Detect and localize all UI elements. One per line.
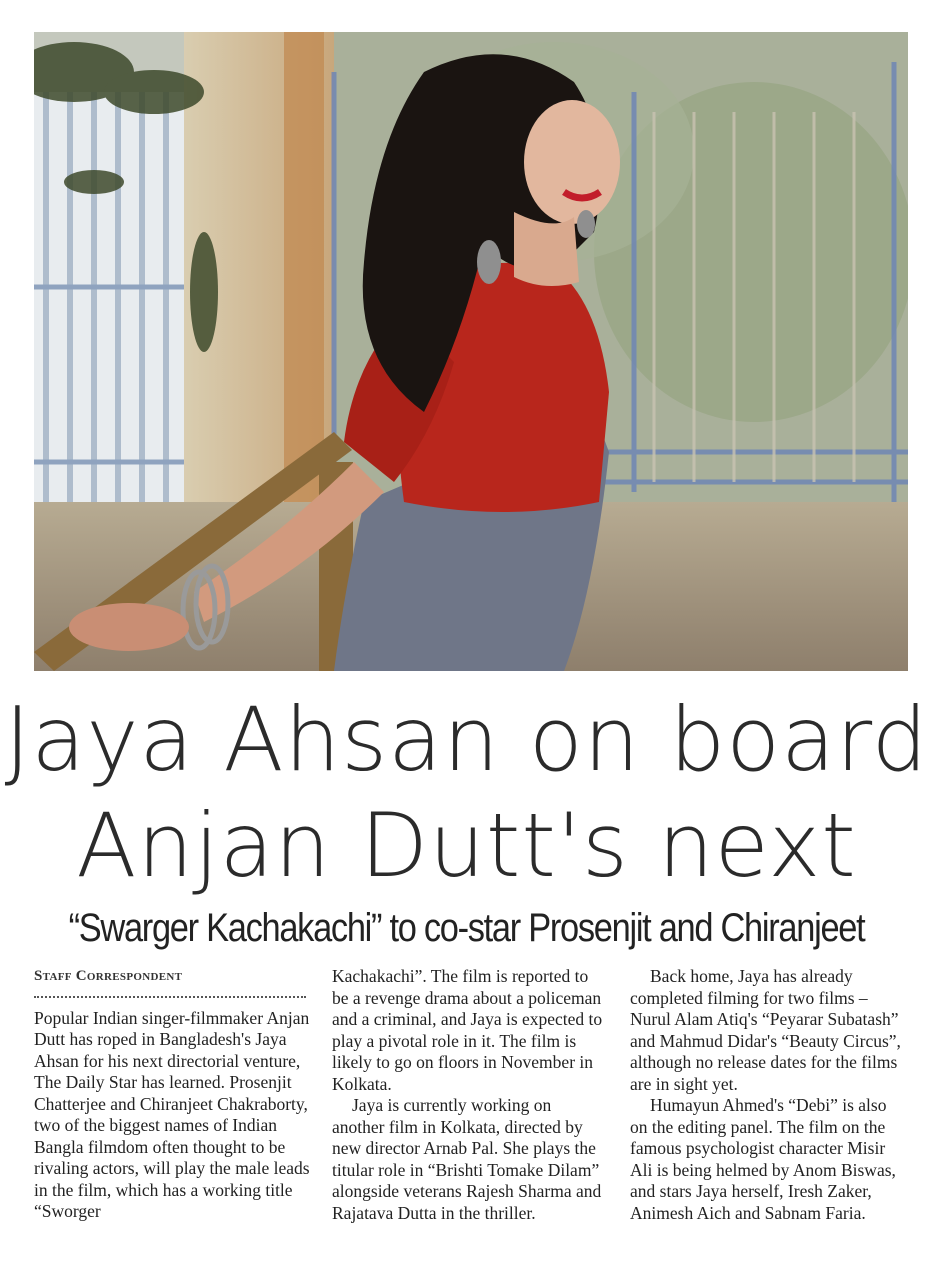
headline-line-1: Jaya Ahsan on board	[4, 688, 929, 791]
paragraph: Kachakachi”. The film is reported to be a revenge drama about a policeman and a criminal, and Jaya is expected to play a pivotal role in it. The film is likely to go on floors in November in Kolkata.	[332, 966, 603, 1094]
article-photo	[34, 32, 908, 671]
photo-illustration	[34, 32, 908, 671]
article-column-3	[630, 966, 906, 1224]
paragraph: Back home, Jaya has already completed filming for two films – Nurul Alam Atiq's “Peyarar Subatash” and Mahmud Didar's “Beauty Circus”, although no release dates for the films are in sight yet.	[630, 966, 901, 1094]
article-column-1	[34, 966, 310, 1223]
byline: Staff Correspondent	[34, 968, 183, 984]
article-column-2	[332, 966, 608, 1224]
paragraph: Humayun Ahmed's “Debi” is also on the editing panel. The film on the famous psychologist character Misir Ali is being helmed by Anom Biswas, and stars Jaya herself, Iresh Zaker, Animesh Aich and Sabnam Faria.	[630, 1095, 896, 1223]
paragraph: Popular Indian singer-filmmaker Anjan Dutt has roped in Bangladesh's Jaya Ahsan for his next directorial venture, The Daily Star has learned. Prosenjit Chatterjee and Chiranjeet Chakraborty, two of the biggest names of Indian Bangla filmdom often thought to be rivaling actors, will play the male leads in the film, which has a working title “Sworger	[34, 1007, 310, 1221]
subheadline: “Swarger Kachakachi” to co-star Prosenjit and Chiranjeet	[68, 906, 865, 950]
byline-divider	[34, 996, 306, 998]
paragraph: Jaya is currently working on another film in Kolkata, directed by new director Arnab Pal. She plays the titular role in “Brishti Tomake Dilam” alongside veterans Rajesh Sharma and Rajatava Dutta in the thriller.	[332, 1095, 602, 1223]
headline-line-2: Anjan Dutt's next	[76, 794, 857, 897]
